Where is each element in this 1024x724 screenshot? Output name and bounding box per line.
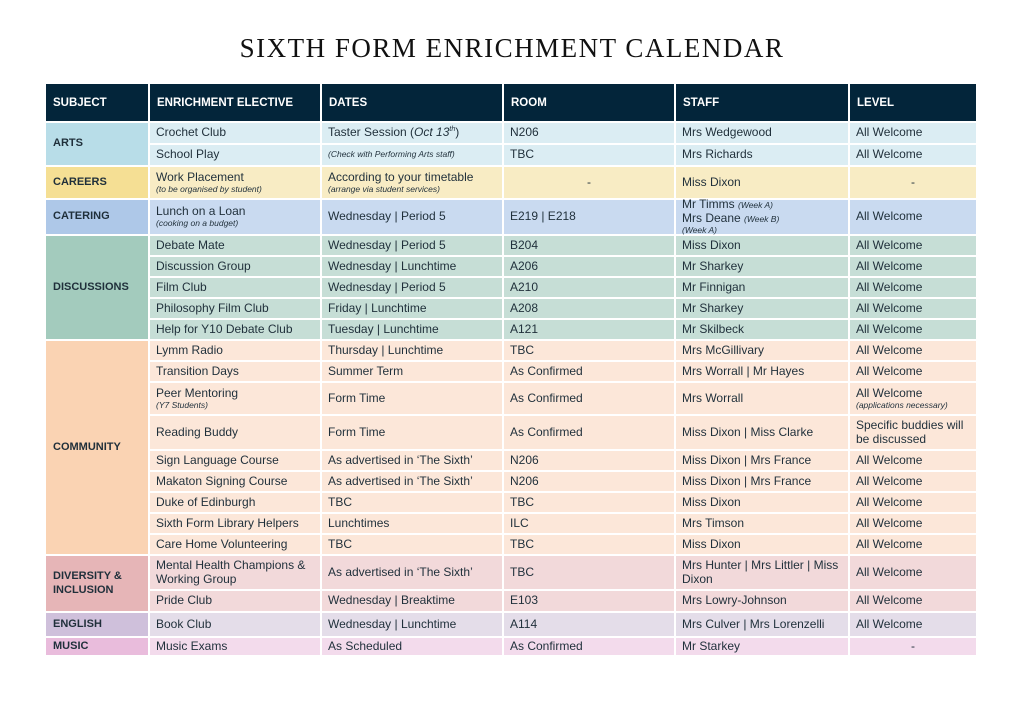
elective-text: Care Home Volunteering bbox=[156, 536, 288, 551]
elective-note: (cooking on a budget) bbox=[156, 218, 239, 229]
staff-cell bbox=[676, 556, 848, 589]
level-text: All Welcome bbox=[856, 342, 923, 357]
level-text: All Welcome bbox=[856, 363, 923, 378]
staff-cell bbox=[676, 145, 848, 165]
staff-note: (Week B) bbox=[744, 214, 780, 225]
elective-note: (Y7 Students) bbox=[156, 399, 208, 410]
level-text: All Welcome bbox=[856, 209, 923, 224]
room-cell bbox=[504, 200, 674, 234]
staff-text: Mr Starkey bbox=[682, 638, 741, 653]
subject-cell-discussions: DISCUSSIONS bbox=[46, 236, 148, 339]
room-text: N206 bbox=[510, 473, 539, 488]
level-text: All Welcome bbox=[856, 593, 923, 608]
elective-cell bbox=[150, 123, 320, 143]
staff-text: Mrs Lowry-Johnson bbox=[682, 593, 787, 608]
elective-cell bbox=[150, 638, 320, 655]
level-cell bbox=[850, 493, 976, 512]
enrichment-table bbox=[46, 84, 976, 655]
elective-cell bbox=[150, 299, 320, 318]
elective-text: Work Placement bbox=[156, 169, 244, 184]
staff-cell bbox=[676, 591, 848, 611]
dates-cell bbox=[322, 299, 502, 318]
staff-cell bbox=[676, 535, 848, 554]
room-cell bbox=[504, 145, 674, 165]
staff-cell bbox=[676, 383, 848, 414]
staff-cell bbox=[676, 320, 848, 339]
level-cell bbox=[850, 472, 976, 491]
elective-cell bbox=[150, 535, 320, 554]
dates-text: TBC bbox=[328, 536, 352, 551]
elective-text: Transition Days bbox=[156, 363, 239, 378]
room-text: E103 bbox=[510, 593, 539, 608]
staff-cell bbox=[676, 123, 848, 143]
room-cell bbox=[504, 257, 674, 276]
room-text: A114 bbox=[510, 616, 538, 631]
dates-cell bbox=[322, 451, 502, 470]
staff-text: Mrs Richards bbox=[682, 147, 753, 162]
dates-text: Wednesday | Period 5 bbox=[328, 209, 446, 224]
level-cell bbox=[850, 257, 976, 276]
elective-cell bbox=[150, 451, 320, 470]
dates-text: Summer Term bbox=[328, 363, 404, 378]
dates-cell bbox=[322, 320, 502, 339]
staff-text: Mrs Hunter | Mrs Littler | Miss Dixon bbox=[682, 557, 839, 586]
elective-cell bbox=[150, 591, 320, 611]
level-cell bbox=[850, 167, 976, 198]
room-text: A208 bbox=[510, 300, 539, 315]
room-cell bbox=[504, 278, 674, 297]
dates-cell bbox=[322, 514, 502, 533]
staff-cell bbox=[676, 493, 848, 512]
level-text: Specific buddies will be discussed bbox=[856, 417, 964, 446]
room-cell bbox=[504, 362, 674, 381]
elective-text: Help for Y10 Debate Club bbox=[156, 321, 293, 336]
elective-cell bbox=[150, 278, 320, 297]
level-cell bbox=[850, 320, 976, 339]
room-text: - bbox=[587, 174, 591, 189]
header-staff: STAFF bbox=[676, 84, 848, 121]
staff-cell bbox=[676, 167, 848, 198]
elective-cell bbox=[150, 320, 320, 339]
level-cell bbox=[850, 638, 976, 655]
dates-text: Thursday | Lunchtime bbox=[328, 342, 444, 357]
header-elective: ENRICHMENT ELECTIVE bbox=[150, 84, 320, 121]
level-text: All Welcome bbox=[856, 473, 923, 488]
dates-text: As advertised in ‘The Sixth’ bbox=[328, 564, 473, 579]
level-cell bbox=[850, 278, 976, 297]
dates-cell bbox=[322, 613, 502, 636]
staff-text: Mr Finnigan bbox=[682, 279, 746, 294]
staff-text: Mrs Worrall bbox=[682, 390, 744, 405]
room-text: As Confirmed bbox=[510, 424, 583, 439]
room-cell bbox=[504, 472, 674, 491]
room-cell bbox=[504, 613, 674, 636]
elective-text: Mental Health Champions & Working Group bbox=[156, 557, 306, 586]
dates-cell bbox=[322, 472, 502, 491]
header-room: ROOM bbox=[504, 84, 674, 121]
staff-text: Mrs Wedgewood bbox=[682, 125, 772, 140]
room-text: ILC bbox=[510, 515, 529, 530]
elective-cell bbox=[150, 613, 320, 636]
elective-cell bbox=[150, 341, 320, 360]
staff-text: Mr Timms (Week A) bbox=[682, 197, 773, 212]
level-cell bbox=[850, 556, 976, 589]
level-cell bbox=[850, 145, 976, 165]
room-text: TBC bbox=[510, 494, 534, 509]
dates-cell bbox=[322, 200, 502, 234]
level-text: - bbox=[911, 174, 915, 189]
staff-cell bbox=[676, 257, 848, 276]
level-cell bbox=[850, 200, 976, 234]
level-cell bbox=[850, 299, 976, 318]
level-text: All Welcome bbox=[856, 321, 923, 336]
staff-text: Miss Dixon | Mrs France bbox=[682, 473, 812, 488]
elective-cell bbox=[150, 362, 320, 381]
level-cell bbox=[850, 613, 976, 636]
elective-text: Sign Language Course bbox=[156, 452, 279, 467]
level-cell bbox=[850, 362, 976, 381]
level-cell bbox=[850, 514, 976, 533]
room-cell bbox=[504, 556, 674, 589]
dates-cell bbox=[322, 362, 502, 381]
staff-note: (Week A) bbox=[682, 224, 717, 235]
dates-cell bbox=[322, 591, 502, 611]
room-text: A206 bbox=[510, 258, 539, 273]
elective-cell bbox=[150, 167, 320, 198]
level-text: All Welcome bbox=[856, 300, 923, 315]
dates-text: As advertised in ‘The Sixth’ bbox=[328, 452, 473, 467]
room-cell bbox=[504, 535, 674, 554]
dates-cell bbox=[322, 535, 502, 554]
level-text: All Welcome bbox=[856, 564, 923, 579]
dates-note: (arrange via student services) bbox=[328, 183, 440, 194]
level-cell bbox=[850, 591, 976, 611]
level-cell bbox=[850, 451, 976, 470]
staff-cell bbox=[676, 299, 848, 318]
staff-text: Miss Dixon | Miss Clarke bbox=[682, 424, 814, 439]
elective-text: Duke of Edinburgh bbox=[156, 494, 256, 509]
elective-cell bbox=[150, 493, 320, 512]
room-text: As Confirmed bbox=[510, 363, 583, 378]
staff-cell bbox=[676, 416, 848, 449]
room-cell bbox=[504, 638, 674, 655]
header-subject: SUBJECT bbox=[46, 84, 148, 121]
dates-cell bbox=[322, 341, 502, 360]
room-text: N206 bbox=[510, 452, 539, 467]
staff-text: Mr Sharkey bbox=[682, 258, 744, 273]
level-cell bbox=[850, 236, 976, 255]
staff-cell bbox=[676, 341, 848, 360]
dates-text: Lunchtimes bbox=[328, 515, 390, 530]
header-level: LEVEL bbox=[850, 84, 976, 121]
room-text: TBC bbox=[510, 342, 534, 357]
elective-text: Crochet Club bbox=[156, 125, 227, 140]
subject-cell-arts: ARTS bbox=[46, 123, 148, 165]
subject-cell-music: MUSIC bbox=[46, 638, 148, 655]
room-cell bbox=[504, 341, 674, 360]
dates-cell bbox=[322, 278, 502, 297]
room-text: B204 bbox=[510, 237, 539, 252]
room-cell bbox=[504, 167, 674, 198]
dates-text: As Scheduled bbox=[328, 638, 403, 653]
elective-text: Pride Club bbox=[156, 593, 213, 608]
staff-cell bbox=[676, 278, 848, 297]
dates-text: Tuesday | Lunchtime bbox=[328, 321, 439, 336]
level-text: All Welcome bbox=[856, 258, 923, 273]
elective-text: School Play bbox=[156, 147, 220, 162]
level-text: All Welcome bbox=[856, 536, 923, 551]
dates-text: Taster Session (Oct 13th) bbox=[328, 125, 460, 140]
staff-note: (Week A) bbox=[738, 200, 773, 211]
subject-cell-community: COMMUNITY bbox=[46, 341, 148, 554]
level-text: All Welcome bbox=[856, 452, 923, 467]
room-cell bbox=[504, 236, 674, 255]
staff-cell bbox=[676, 638, 848, 655]
elective-cell bbox=[150, 145, 320, 165]
dates-text: Form Time bbox=[328, 424, 386, 439]
staff-text: Miss Dixon bbox=[682, 174, 741, 189]
level-text: All Welcome bbox=[856, 385, 923, 400]
level-text: All Welcome bbox=[856, 125, 923, 140]
staff-cell bbox=[676, 236, 848, 255]
dates-cell bbox=[322, 416, 502, 449]
staff-text: Mrs Worrall | Mr Hayes bbox=[682, 363, 805, 378]
page-title: SIXTH FORM ENRICHMENT CALENDAR bbox=[239, 33, 785, 63]
level-text: All Welcome bbox=[856, 515, 923, 530]
room-cell bbox=[504, 416, 674, 449]
room-text: As Confirmed bbox=[510, 390, 583, 405]
staff-text: Miss Dixon bbox=[682, 494, 741, 509]
staff-text: Miss Dixon bbox=[682, 536, 741, 551]
header-dates: DATES bbox=[322, 84, 502, 121]
room-text: As Confirmed bbox=[510, 638, 583, 653]
dates-cell bbox=[322, 145, 502, 165]
level-cell bbox=[850, 341, 976, 360]
staff-cell bbox=[676, 451, 848, 470]
room-text: TBC bbox=[510, 564, 534, 579]
staff-text-2: Mrs Deane (Week B) bbox=[682, 211, 780, 226]
level-text: All Welcome bbox=[856, 237, 923, 252]
room-cell bbox=[504, 123, 674, 143]
room-text: A210 bbox=[510, 279, 539, 294]
staff-text: Mrs McGillivary bbox=[682, 342, 764, 357]
room-cell bbox=[504, 299, 674, 318]
room-cell bbox=[504, 514, 674, 533]
elective-cell bbox=[150, 257, 320, 276]
room-text: A121 bbox=[510, 321, 539, 336]
staff-cell bbox=[676, 362, 848, 381]
elective-text: Makaton Signing Course bbox=[156, 473, 288, 488]
room-cell bbox=[504, 320, 674, 339]
dates-text: As advertised in ‘The Sixth’ bbox=[328, 473, 473, 488]
dates-text: Wednesday | Lunchtime bbox=[328, 258, 457, 273]
level-cell bbox=[850, 123, 976, 143]
elective-note: (to be organised by student) bbox=[156, 183, 262, 194]
elective-text: Lymm Radio bbox=[156, 342, 223, 357]
elective-text: Music Exams bbox=[156, 638, 228, 653]
room-cell bbox=[504, 591, 674, 611]
room-text: N206 bbox=[510, 125, 539, 140]
dates-text: Wednesday | Period 5 bbox=[328, 237, 446, 252]
dates-cell bbox=[322, 556, 502, 589]
subject-cell-catering: CATERING bbox=[46, 200, 148, 234]
level-cell bbox=[850, 535, 976, 554]
staff-text: Miss Dixon bbox=[682, 237, 741, 252]
dates-text: Friday | Lunchtime bbox=[328, 300, 427, 315]
dates-cell bbox=[322, 383, 502, 414]
level-text: All Welcome bbox=[856, 616, 923, 631]
staff-text: Mr Sharkey bbox=[682, 300, 744, 315]
room-cell bbox=[504, 383, 674, 414]
dates-cell bbox=[322, 638, 502, 655]
subject-cell-english: ENGLISH bbox=[46, 613, 148, 636]
dates-text: Wednesday | Lunchtime bbox=[328, 616, 457, 631]
elective-cell bbox=[150, 556, 320, 589]
dates-cell bbox=[322, 257, 502, 276]
elective-cell bbox=[150, 514, 320, 533]
dates-cell bbox=[322, 236, 502, 255]
level-text: All Welcome bbox=[856, 494, 923, 509]
level-text: All Welcome bbox=[856, 147, 923, 162]
dates-text: Form Time bbox=[328, 390, 386, 405]
staff-cell bbox=[676, 197, 848, 235]
dates-text: According to your timetable bbox=[328, 169, 474, 184]
subject-cell-careers: CAREERS bbox=[46, 167, 148, 198]
elective-text: Discussion Group bbox=[156, 258, 251, 273]
dates-text: TBC bbox=[328, 494, 352, 509]
elective-cell bbox=[150, 383, 320, 414]
elective-text: Film Club bbox=[156, 279, 207, 294]
staff-cell bbox=[676, 514, 848, 533]
dates-cell bbox=[322, 493, 502, 512]
dates-text: Wednesday | Period 5 bbox=[328, 279, 446, 294]
staff-cell bbox=[676, 613, 848, 636]
staff-cell bbox=[676, 472, 848, 491]
elective-text: Philosophy Film Club bbox=[156, 300, 269, 315]
staff-text: Mrs Timson bbox=[682, 515, 745, 530]
dates-cell bbox=[322, 123, 502, 143]
elective-text: Book Club bbox=[156, 616, 212, 631]
elective-text: Reading Buddy bbox=[156, 424, 239, 439]
elective-text: Lunch on a Loan bbox=[156, 204, 246, 219]
elective-text: Debate Mate bbox=[156, 237, 225, 252]
subject-cell-diversity: DIVERSITY & INCLUSION bbox=[46, 556, 148, 611]
elective-text: Sixth Form Library Helpers bbox=[156, 515, 299, 530]
elective-text: Peer Mentoring bbox=[156, 385, 239, 400]
elective-cell bbox=[150, 200, 320, 234]
staff-text: Miss Dixon | Mrs France bbox=[682, 452, 812, 467]
room-cell bbox=[504, 451, 674, 470]
elective-cell bbox=[150, 416, 320, 449]
level-cell bbox=[850, 416, 976, 449]
room-cell bbox=[504, 493, 674, 512]
level-cell bbox=[850, 383, 976, 414]
elective-cell bbox=[150, 236, 320, 255]
level-text: - bbox=[911, 638, 915, 653]
staff-text: Mrs Culver | Mrs Lorenzelli bbox=[682, 616, 825, 631]
dates-cell bbox=[322, 167, 502, 198]
room-text: TBC bbox=[510, 147, 534, 162]
dates-note: (Check with Performing Arts staff) bbox=[328, 149, 455, 160]
level-note: (applications necessary) bbox=[856, 399, 948, 410]
level-text: All Welcome bbox=[856, 279, 923, 294]
elective-cell bbox=[150, 472, 320, 491]
dates-text: Wednesday | Breaktime bbox=[328, 593, 455, 608]
staff-text: Mr Skilbeck bbox=[682, 321, 745, 336]
room-text: E219 | E218 bbox=[510, 209, 576, 224]
room-text: TBC bbox=[510, 536, 534, 551]
